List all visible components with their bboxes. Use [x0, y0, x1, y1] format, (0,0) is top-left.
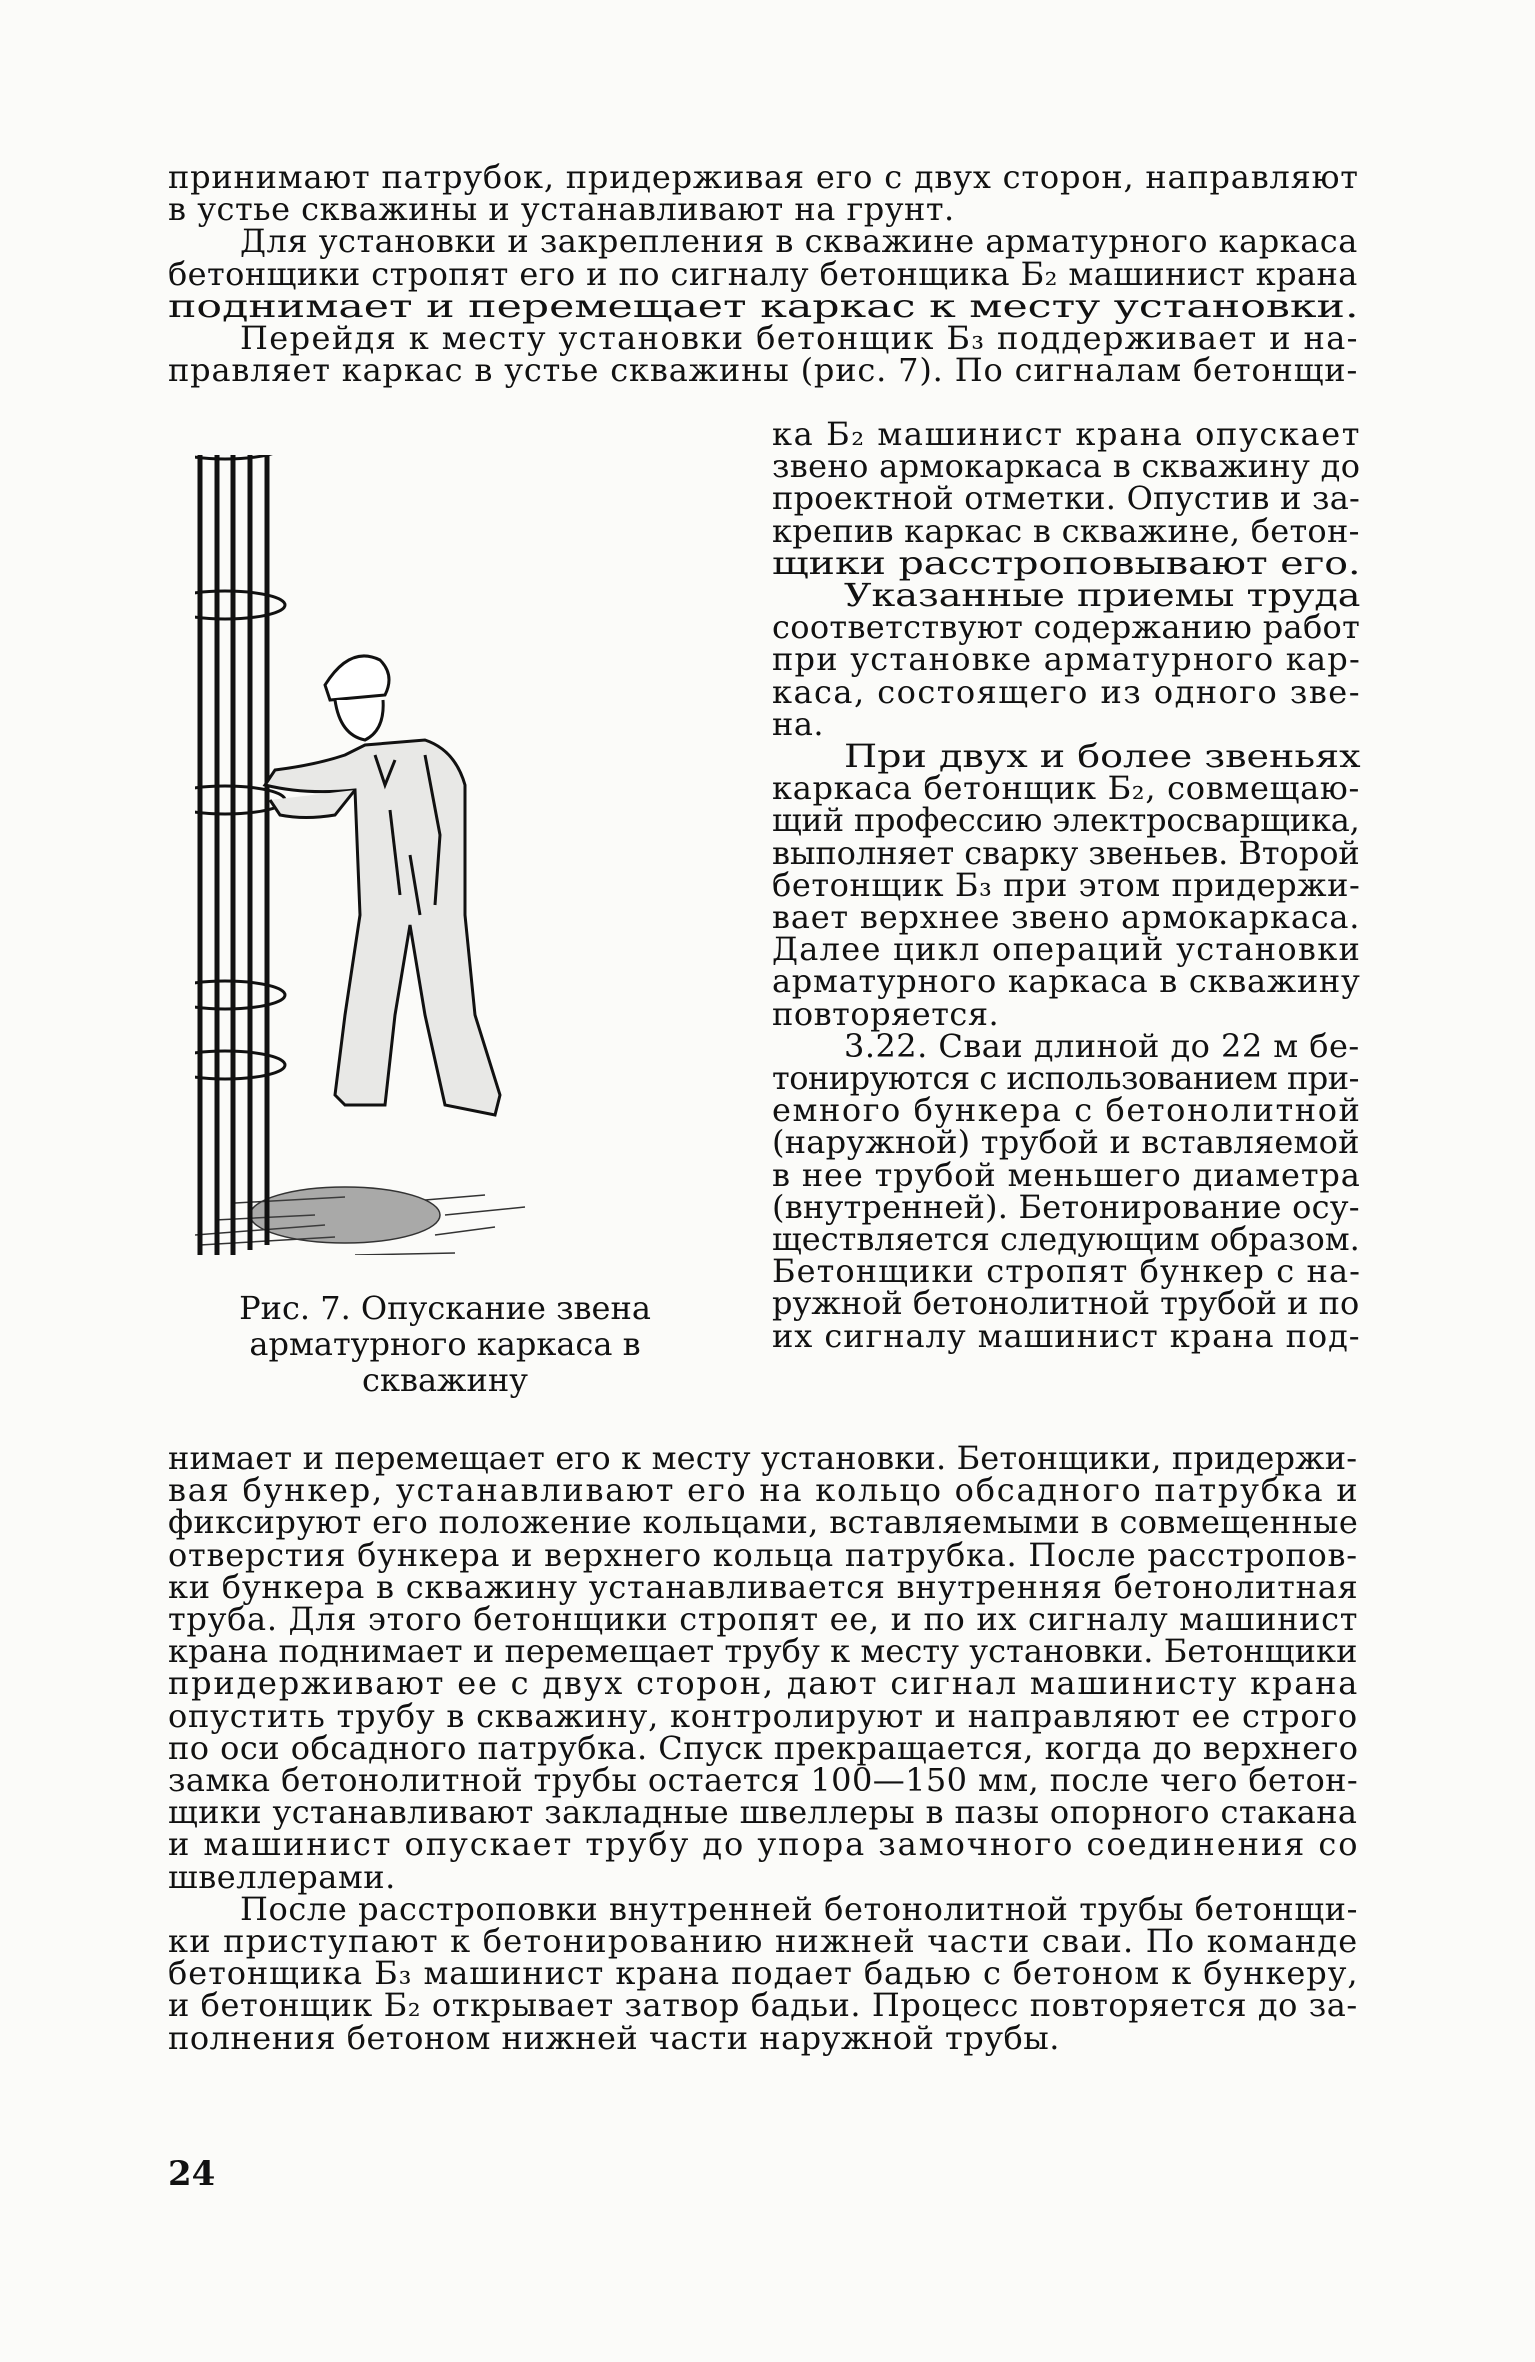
text-line: каса, состоящего из одного зве-: [772, 672, 1361, 711]
text-line: ществляется следующим образом.: [772, 1220, 1360, 1258]
text-line: фиксируют его положение кольцами, вставляемыми в совмещенные: [168, 1503, 1359, 1542]
text-line: Указанные приемы труда: [844, 576, 1361, 614]
text-line: Перейдя к месту установки бетонщик Б₃ поддерживает и на-: [240, 319, 1359, 357]
text-line: тонируются с использованием при-: [772, 1059, 1359, 1097]
text-line: ка Б₂ машинист крана опускает: [772, 415, 1362, 453]
text-line: повторяется.: [772, 994, 1000, 1033]
ground-icon: [195, 1187, 525, 1255]
text-line: 3.22. Сваи длиной до 22 м бе-: [844, 1026, 1360, 1065]
text-line: нимает и перемещает его к месту установки. Бетонщики, придержи-: [168, 1439, 1358, 1477]
text-line: принимают патрубок, придерживая его с двух сторон, направляют: [168, 158, 1359, 196]
text-line: соответствуют содержанию работ: [772, 608, 1361, 647]
text-line: ки приступают к бетонированию нижней части сваи. По команде: [168, 1922, 1359, 1960]
text-line: ки бункера в скважину устанавливается внутренняя бетонолитная: [168, 1567, 1359, 1606]
text-line: выполняет сварку звеньев. Второй: [772, 833, 1360, 872]
text-line: бетонщика Б₃ машинист крана подает бадью с бетоном к бункеру,: [168, 1954, 1359, 1993]
text-line: отверстия бункера и верхнего кольца патрубка. После расстропов-: [168, 1535, 1358, 1574]
text-line: Для установки и закрепления в скважине арматурного каркаса: [240, 222, 1358, 261]
text-line: бетонщики стропят его и по сигналу бетонщика Б₂ машинист крана: [168, 254, 1358, 293]
page-number: 24: [168, 2154, 216, 2194]
worker-icon: [265, 656, 500, 1115]
text-line: бетонщик Б₃ при этом придержи-: [772, 865, 1361, 904]
text-line: емного бункера с бетонолитной: [772, 1091, 1362, 1130]
text-line: проектной отметки. Опустив и за-: [772, 479, 1361, 518]
text-line: при установке арматурного кар-: [772, 640, 1362, 679]
text-line: правляет каркас в устье скважины (рис. 7). По сигналам бетонщи-: [168, 351, 1359, 390]
text-line: вая бункер, устанавливают его на кольцо обсадного патрубка и: [168, 1471, 1360, 1510]
text-line: в нее трубой меньшего диаметра: [772, 1155, 1361, 1194]
caption-line: скважину: [362, 1361, 528, 1399]
text-line: замка бетонолитной трубы остается 100—150 мм, после чего бетон-: [168, 1761, 1359, 1799]
text-line: арматурного каркаса в скважину: [772, 962, 1361, 1001]
caption-line: арматурного каркаса в: [249, 1325, 641, 1363]
text-line: придерживают ее с двух сторон, дают сигнал машинисту крана: [168, 1664, 1360, 1703]
text-line: и бетонщик Б₂ открывает затвор бадьи. Процесс повторяется до за-: [168, 1986, 1358, 2025]
figure-caption: [210, 1290, 680, 1398]
text-line: (наружной) трубой и вставляемой: [772, 1123, 1360, 1162]
text-line: щики расстроповывают его.: [772, 543, 1361, 582]
text-line: на.: [772, 704, 825, 743]
text-line: После расстроповки внутренней бетонолитной трубы бетонщи-: [240, 1889, 1359, 1928]
text-line: и машинист опускает трубу до упора замочного соединения со: [168, 1825, 1360, 1864]
text-line: каркаса бетонщик Б₂, совмещаю-: [772, 769, 1360, 808]
text-line: опустить трубу в скважину, контролируют и направляют ее строго: [168, 1696, 1358, 1735]
text-line: щий профессию электросварщика,: [772, 801, 1360, 840]
text-line: крепив каркас в скважине, бетон-: [772, 511, 1360, 550]
text-line: по оси обсадного патрубка. Спуск прекращается, когда до верхнего: [168, 1728, 1359, 1767]
text-line: полнения бетоном нижней части наружной трубы.: [168, 2018, 1060, 2057]
text-line: Далее цикл операций установки: [772, 930, 1362, 969]
text-line: швеллерами.: [168, 1857, 396, 1896]
text-line: крана поднимает и перемещает трубу к месту установки. Бетонщики: [168, 1632, 1358, 1671]
text-line: поднимает и перемещает каркас к месту установки.: [168, 286, 1359, 325]
text-line: вает верхнее звено армокаркаса.: [772, 898, 1361, 936]
text-line: труба. Для этого бетонщики стропят ее, и по их сигналу машинист: [168, 1600, 1359, 1638]
text-line: в устье скважины и устанавливают на грунт.: [168, 190, 955, 229]
caption-line: Рис. 7. Опускание звена: [239, 1289, 651, 1327]
text-line: Бетонщики стропят бункер с на-: [772, 1252, 1362, 1291]
text-line: их сигналу машинист крана под-: [772, 1316, 1361, 1355]
text-line: щики устанавливают закладные швеллеры в пазы опорного стакана: [168, 1793, 1358, 1832]
text-line: ружной бетонолитной трубой и по: [772, 1284, 1360, 1323]
text-line: звено армокаркаса в скважину до: [772, 447, 1361, 486]
text-line: При двух и более звеньях: [844, 737, 1361, 775]
figure-rebar-cage-illustration: [195, 455, 665, 1255]
rebar-cage-icon: [195, 455, 267, 1255]
text-line: (внутренней). Бетонирование осу-: [772, 1187, 1360, 1226]
